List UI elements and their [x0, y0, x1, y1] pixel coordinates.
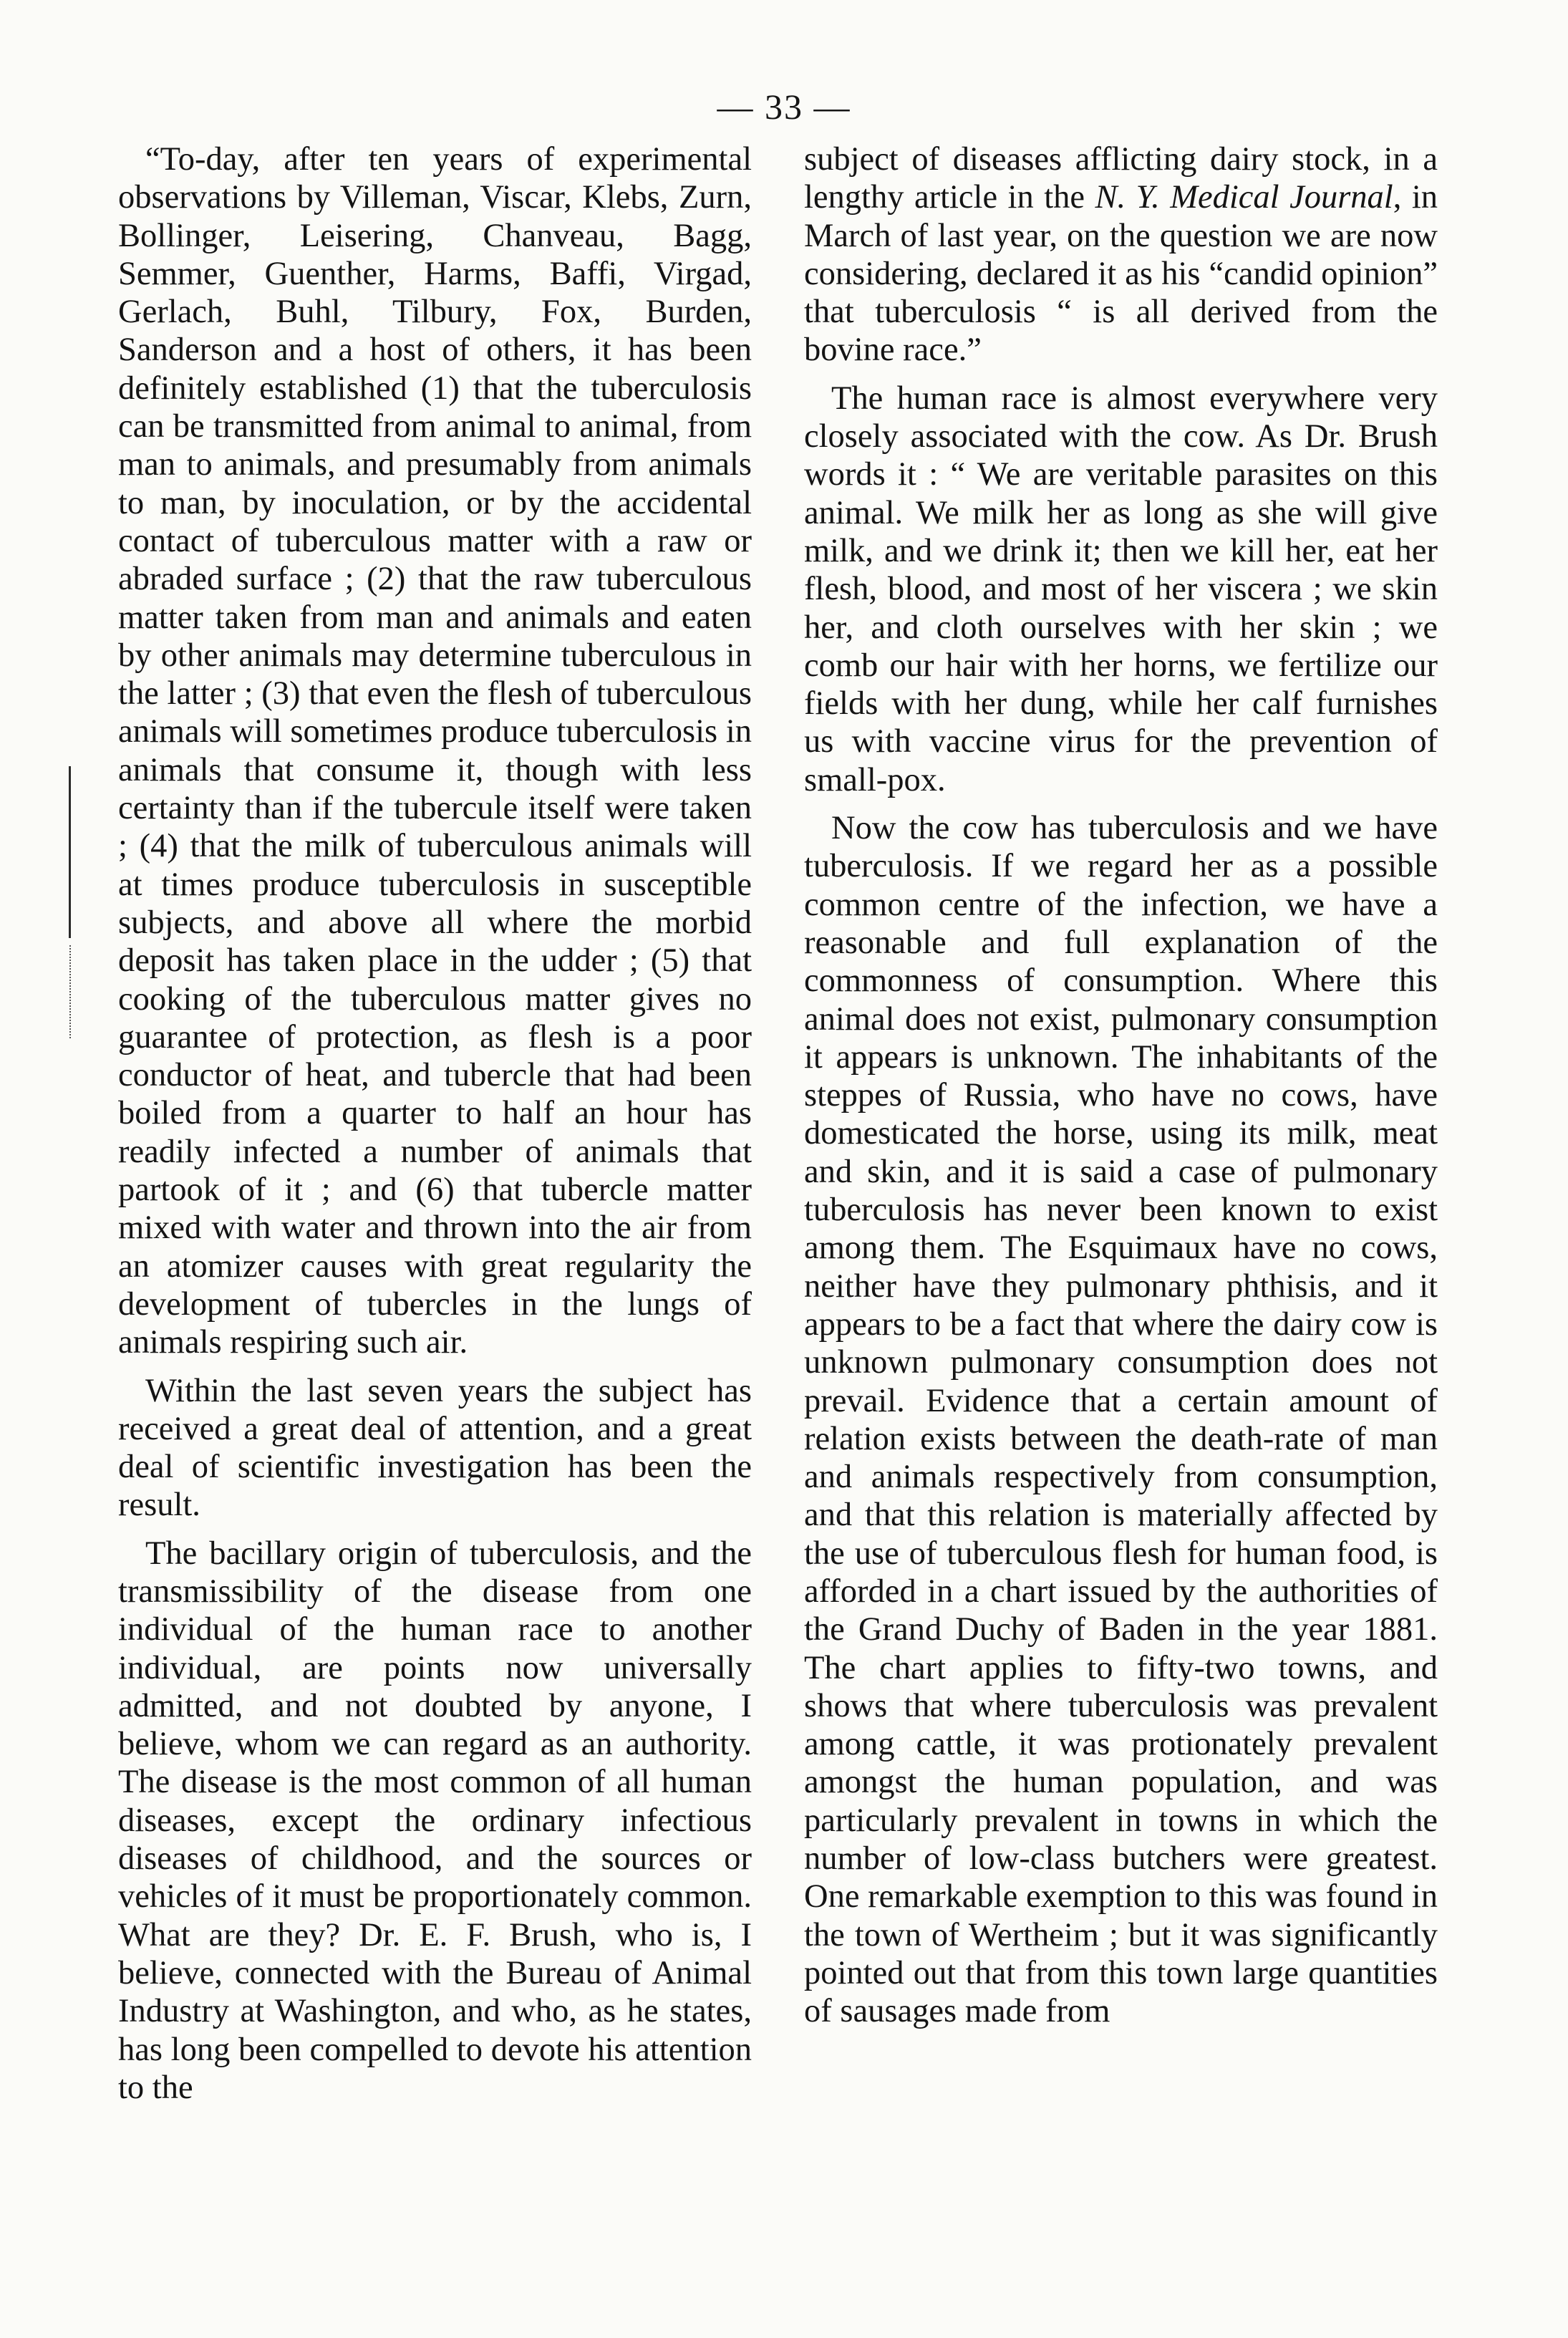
page-number: — 33 —	[717, 87, 851, 127]
right-paragraph-1-end: , in March of last year, on the question we are now considering, declared it as his “candid opinion” that tuberculosis “ is all derived from the bovine race.”	[804, 179, 1438, 369]
left-paragraph-2: Within the last seven years the subject has received a great deal of attention, and a great deal of scientific investigation has been the result.	[118, 1372, 752, 1524]
right-paragraph-1	[804, 140, 1438, 369]
left-column	[118, 140, 752, 2107]
left-paragraph-3: The bacillary origin of tuberculosis, and the transmissibility of the disease from one individual of the human race to another individual, are points now universally admitted, and not doubted by anyone, I believe, whom we can regard as an authority. The disease is the most common of all human diseases, except the ordinary infectious diseases of childhood, and the sources or vehicles of it must be proportionately common. What are they? Dr. E. F. Brush, who is, I believe, connected with the Bureau of Animal Industry at Washington, and who, as he states, has long been compelled to devote his attention to the	[118, 1535, 752, 2106]
margin-dots	[69, 945, 72, 1038]
margin-rule	[69, 766, 71, 938]
right-paragraph-1-start: subject of diseases afflicting dairy stock, in a lengthy article in the	[804, 141, 1438, 216]
journal-title: N. Y. Medical Journal	[1095, 179, 1393, 216]
right-column	[804, 140, 1438, 2031]
right-paragraph-2: The human race is almost everywhere very closely associated with the cow. As Dr. Brush words it : “ We are veritable parasites on this animal. We milk her as long as she will give milk, and we drink it; then we kill her, eat her flesh, blood, and most of her viscera ; we skin her, and cloth ourselves with her skin ; we comb our hair with her horns, we fertilize our fields with her dung, while her calf furnishes us with vaccine virus for the prevention of small-pox.	[804, 380, 1438, 798]
right-paragraph-3: Now the cow has tuberculosis and we have tuberculosis. If we regard her as a possible common centre of the infection, we have a reasonable and full explanation of the commonness of consumption. Where this animal does not exist, pulmonary consumption it appears is unknown. The inhabitants of the steppes of Russia, who have no cows, have domesticated the horse, using its milk, meat and skin, and it is said a case of pulmonary tuberculosis has never been known to exist among them. The Esquimaux have no cows, neither have they pulmonary phthisis, and it appears to be a fact that where the dairy cow is unknown pulmonary consumption does not prevail. Evidence that a certain amount of relation exists between the death-rate of man and animals respectively from consumption, and that this relation is materially affected by the use of tuberculous flesh for human food, is afforded in a chart issued by the authorities of the Grand Duchy of Baden in the year 1881. The chart applies to fifty-two towns, and shows that where tuberculosis was prevalent among cattle, it was protionately prevalent amongst the human population, and was particularly prevalent in towns in which the number of low-class butchers were greatest. One remarkable exemption to this was found in the town of Wertheim ; but it was significantly pointed out that from this town large quantities of sausages made from	[804, 810, 1438, 2030]
left-paragraph-1: “To-day, after ten years of experimental observations by Villeman, Viscar, Klebs, Zurn, Bollinger, Leisering, Chanveau, Bagg, Semmer, Guenther, Harms, Baffi, Virgad, Gerlach, Buhl, Tilbury, Fox, Burden, Sanderson and a host of others, it has been definitely established (1) that the tuberculosis can be transmitted from animal to animal, from man to animals, and presumably from animals to man, by inoculation, or by the accidental contact of tuberculous matter with a raw or abraded surface ; (2) that the raw tuberculous matter taken from man and animals and eaten by other animals may determine tuberculous in the latter ; (3) that even the flesh of tuberculous animals will sometimes produce tuberculosis in animals that consume it, though with less certainty than if the tubercule itself were taken ; (4) that the milk of tuberculous animals will at times produce tuberculosis in susceptible subjects, and above all where the morbid deposit has taken place in the udder ; (5) that cooking of the tuberculous matter gives no guarantee of protection, as flesh is a poor conductor of heat, and tubercle that had been boiled from a quarter to half an hour has readily infected a number of animals that partook of it ; and (6) that tubercle matter mixed with water and thrown into the air from an atomizer causes with great regularity the development of tubercles in the lungs of animals respiring such air.	[118, 141, 752, 1361]
